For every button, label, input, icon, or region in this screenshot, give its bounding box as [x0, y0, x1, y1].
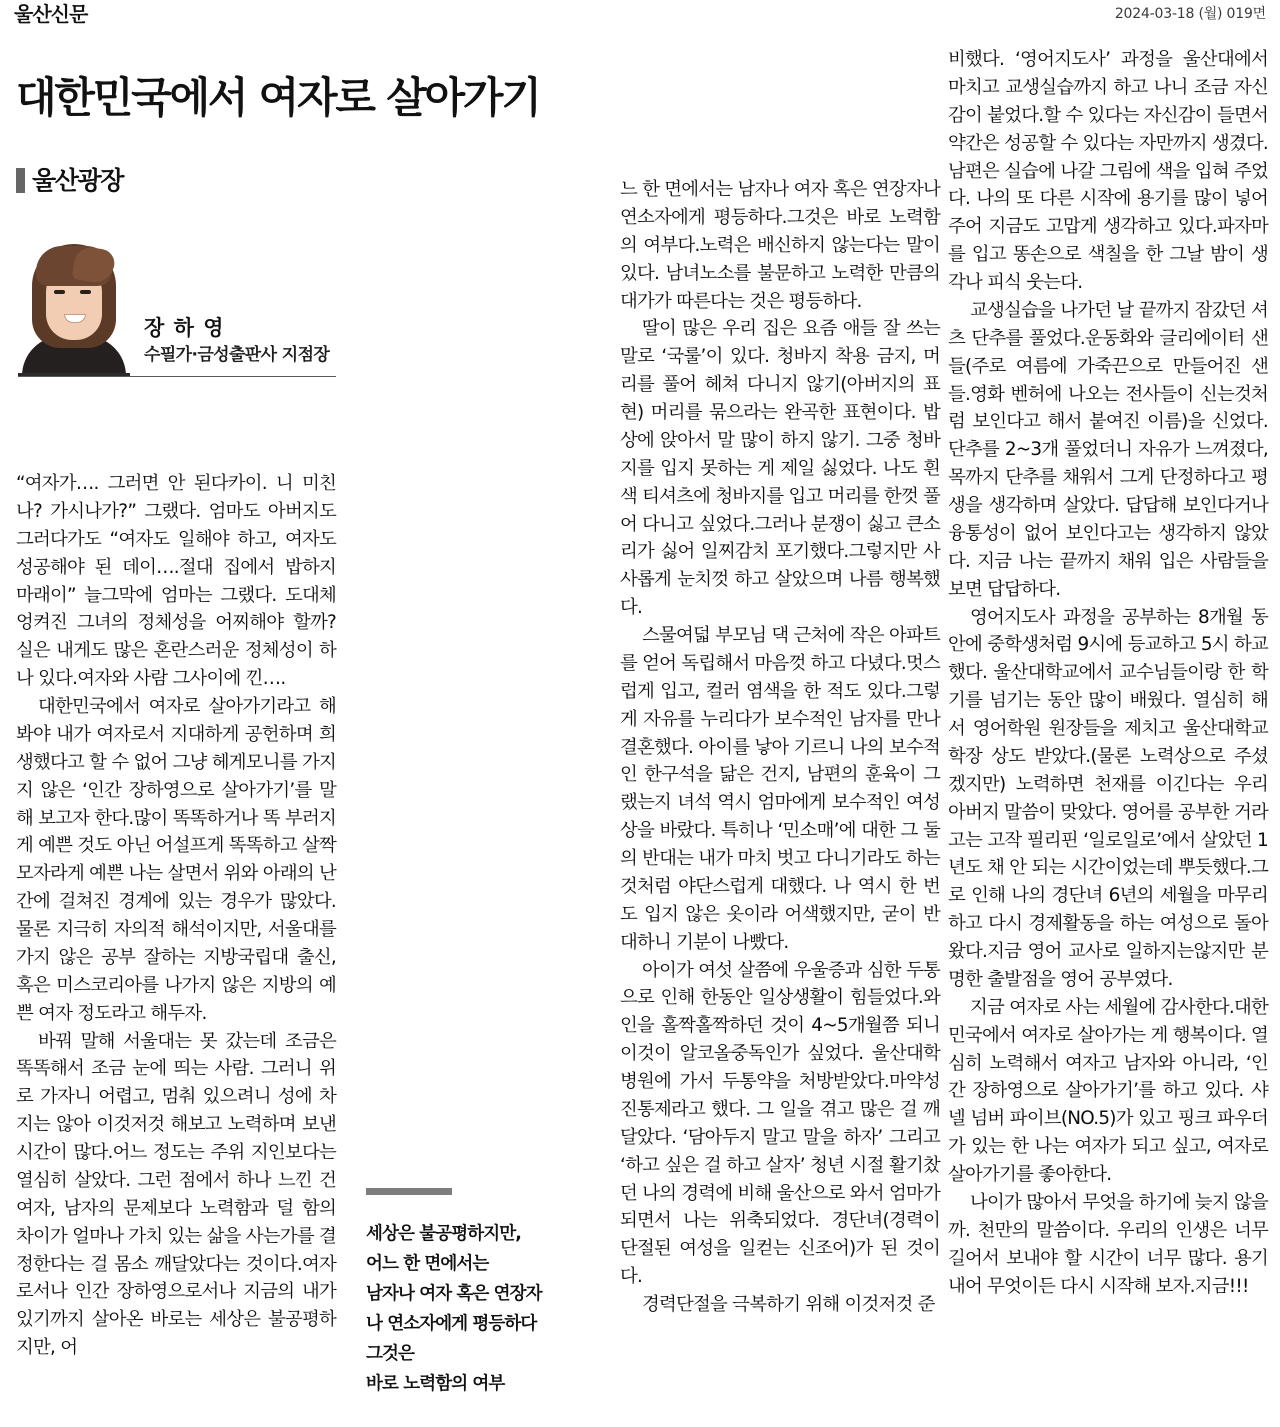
- author-portrait-photo: [18, 228, 130, 376]
- masthead: [0, 0, 1280, 34]
- pull-quote: [366, 1188, 606, 1400]
- article-headline: 대한민국에서 여자로 살아가기: [16, 73, 540, 123]
- paragraph: 바꿔 말해 서울대는 못 갔는데 조금은 똑똑해서 조금 눈에 띄는 사람. 그러니 위로 가자니 어렵고, 멈춰 있으려니 성에 차지는 않아 이것저것 해보고 노력하며 보낸 시간이 많다.어느 정도는 주위 지인보다는 열심히 살았다. 그런 점에서 하나 느낀 건 여자, 남자의 문제보다 노력함과 덜 함의 차이가 얼마나 가치 있는 삶을 사는가를 결정한다는 걸 몸소 깨달았다는 것이다.여자로서나 인간 장하영으로서나 지금의 내가 있기까지 살아온 바로는 세상은 불공평하지만, 어: [16, 1030, 336, 1359]
- pull-quote-rule: [366, 1188, 452, 1195]
- paragraph: 딸이 많은 우리 집은 요즘 애들 잘 쓰는 말로 ‘국룰’이 있다. 청바지 착용 금지, 머리를 풀어 헤쳐 다니지 않기(아버지의 표현) 머리를 묶으라는 완곡한 표현이다. 밥상에 앉아서 말 많이 하지 않기. 그중 청바지를 입지 못하는 게 제일 싫었다. 나도 흰색 티셔츠에 청바지를 입고 머리를 한껏 풀어 다니고 싶었다.그러나 분쟁이 싫고 큰소리가 싫어 일찌감치 포기했다.그렇지만 사사롭게 눈치껏 하고 살았으며 나름 행복했다.: [620, 318, 940, 619]
- paragraph: 경력단절을 극복하기 위해 이것저것 준: [642, 1294, 935, 1315]
- paragraph: 스물여덟 부모님 댁 근처에 작은 아파트를 얻어 독립해서 마음껏 하고 다녔다.멋스럽게 입고, 컬러 염색을 한 적도 있다.그렇게 자유를 누리다가 보수적인 남자를 만나 결혼했다. 아이를 낳아 기르니 나의 보수적인 한구석을 닮은 건지, 남편의 훈육이 그랬는지 녀석 역시 엄마에게 보수적인 여성상을 바랐다. 특히나 ‘민소매’에 대한 그 둘의 반대는 내가 마치 벗고 다니기라도 하는 것처럼 야단스럽게 대했다. 나 역시 한 번도 입지 않은 옷이라 어색했지만, 굳이 반대하니 기분이 나빴다.: [620, 625, 940, 953]
- paragraph: 교생실습을 나가던 날 끝까지 잠갔던 셔츠 단추를 풀었다.운동화와 글리에이터 샌들(주로 여름에 가죽끈으로 만들어진 샌들.영화 벤허에 나오는 전사들이 신는것처럼 보인다고 해서 붙여진 이름)을 신었다. 단추를 2~3개 풀었더니 자유가 느껴졌다, 목까지 단추를 채워서 그게 단정하다고 평생을 생각하며 살았다. 답답해 보인다거나 융통성이 없어 보인다고는 생각하지 않았다. 지금 나는 끝까지 채워 입은 사람들을 보면 답답하다.: [948, 299, 1268, 600]
- pull-quote-line: 그것은: [366, 1344, 415, 1365]
- section-name: 울산광장: [32, 166, 124, 195]
- author-title: 수필가·금성출판사 지점장: [144, 345, 330, 366]
- paragraph: 아이가 여섯 살쯤에 우울증과 심한 두통으로 인해 한동안 일상생활이 힘들었다.와인을 홀짝홀짝하던 것이 4~5개월쯤 되니 이것이 알코올중독인가 싶었다. 울산대학병원에 가서 두통약을 처방받았다.마약성 진통제라고 했다. 그 일을 겪고 많은 걸 깨달았다. ‘담아두지 말고 말을 하자’ 그리고 ‘하고 싶은 걸 하고 살자’ 청년 시절 활기찼던 나의 경력에 비해 울산으로 와서 엄마가 되면서 나는 위축되었다. 경단녀(경력이 단절된 여성을 일컫는 신조어)가 된 것이다.: [620, 959, 940, 1288]
- author-name: 장 하 영: [144, 315, 225, 340]
- newspaper-logo: 울산신문: [14, 2, 88, 26]
- author-divider-rule: [18, 376, 336, 377]
- article-column-2: [620, 176, 940, 1319]
- pull-quote-line: 세상은 불공평하지만,: [366, 1224, 521, 1244]
- paragraph: “여자가…. 그러면 안 된다카이. 니 미친나? 가시나가?” 그랬다. 엄마도 아버지도 그러다가도 “여자도 일해야 하고, 여자도 성공해야 된 데이….절대 집에서 밥하지 마래이” 늘그막에 엄마는 그랬다. 도대체 엉켜진 그녀의 정체성을 어찌해야 할까? 실은 내게도 많은 혼란스러운 정체성이 하나 있다.여자와 사람 그사이에 낀….: [16, 473, 336, 690]
- kicker-bar-icon: [16, 168, 25, 193]
- author-row: [18, 228, 336, 376]
- author-meta: [130, 314, 329, 376]
- pull-quote-line: 어느 한 면에서는: [366, 1254, 489, 1275]
- paragraph: 대한민국에서 여자로 살아가기라고 해봐야 내가 여자로서 지대하게 공헌하며 희생했다고 할 수 없어 그냥 헤게모니를 가지지 않은 ‘인간 장하영으로 살아가기’를 말해 보고자 한다.많이 똑똑하거나 똑 부러지게 예쁜 것도 아닌 어설프게 똑똑하고 살짝 모자라게 예쁜 나는 살면서 위와 아래의 난간에 걸쳐진 경계에 있는 경우가 많았다. 물론 지극히 자의적 해석이지만, 서울대를 가지 않은 공부 잘하는 지방국립대 출신, 혹은 미스코리아를 나가지 않은 지방의 예쁜 여자 정도라고 해두자.: [16, 696, 336, 1024]
- pull-quote-line: 바로 노력함의 여부: [366, 1374, 505, 1395]
- article-column-3: [948, 46, 1268, 1300]
- portrait-base-rule: [18, 373, 130, 376]
- portrait-eye-right: [80, 290, 91, 294]
- portrait-eye-left: [54, 290, 65, 294]
- paragraph: 비했다. ‘영어지도사’ 과정을 울산대에서 마치고 교생실습까지 하고 나니 조금 자신감이 붙었다.할 수 있다는 자신감이 들면서 약간은 성공할 수 있다는 자만까지 생겼다. 남편은 실습에 나갈 그림에 색을 입혀 주었다. 나의 또 다른 시작에 용기를 많이 넣어주어 지금도 고맙게 생각하고 있다.파자마를 입고 똥손으로 색칠을 한 그날 밤이 생각나 피식 웃는다.: [948, 49, 1268, 293]
- publication-date: 2024-03-18 (월) 019면: [1114, 6, 1266, 22]
- paragraph: 영어지도사 과정을 공부하는 8개월 동안에 중학생처럼 9시에 등교하고 5시 하교했다. 울산대학교에서 교수님들이랑 한 학기를 넘기는 동안 많이 배웠다. 열심히 해서 영어학원 원장들을 제치고 울산대학교 학장 상도 받았다.(물론 노력상으로 주셨겠지만) 노력하면 천재를 이긴다는 우리 아버지 말씀이 맞았다. 영어를 공부한 거라고는 고작 필리핀 ‘일로일로’에서 살았던 1년도 채 안 되는 시간이었는데 뿌듯했다.그로 인해 나의 경단녀 6년의 세월을 마무리하고 다시 경제활동을 하는 여성으로 돌아왔다.지금 영어 교사로 일하지는않지만 분명한 출발점을 영어 공부였다.: [948, 606, 1268, 990]
- pull-quote-line: 남자나 여자 혹은 연장자: [366, 1284, 542, 1305]
- section-kicker: [16, 168, 123, 193]
- pull-quote-text: [366, 1219, 606, 1400]
- pull-quote-line: 나 연소자에게 평등하다: [366, 1314, 537, 1335]
- paragraph: 느 한 면에서는 남자나 여자 혹은 연장자나 연소자에게 평등하다.그것은 바로 노력함의 여부다.노력은 배신하지 않는다는 말이 있다. 남녀노소를 불문하고 노력한 만큼의 대가가 따른다는 것은 평등하다.: [620, 179, 940, 312]
- article-column-1: [16, 470, 336, 1362]
- paragraph: 나이가 많아서 무엇을 하기에 늦지 않을까. 천만의 말씀이다. 우리의 인생은 너무 길어서 보내야 할 시간이 너무 많다. 용기 내어 무엇이든 다시 시작해 보자.지금!!!: [948, 1191, 1268, 1297]
- paragraph: 지금 여자로 사는 세월에 감사한다.대한민국에서 여자로 살아가는 게 행복이다. 열심히 노력해서 여자고 남자와 아니라, ‘인간 장하영으로 살아가기’를 하고 있다. 샤넬 넘버 파이브(NO.5)가 있고 핑크 파우더가 있는 한 나는 여자가 되고 싶고, 여자로 살아가기를 좋아한다.: [948, 996, 1268, 1185]
- author-block: [18, 228, 336, 377]
